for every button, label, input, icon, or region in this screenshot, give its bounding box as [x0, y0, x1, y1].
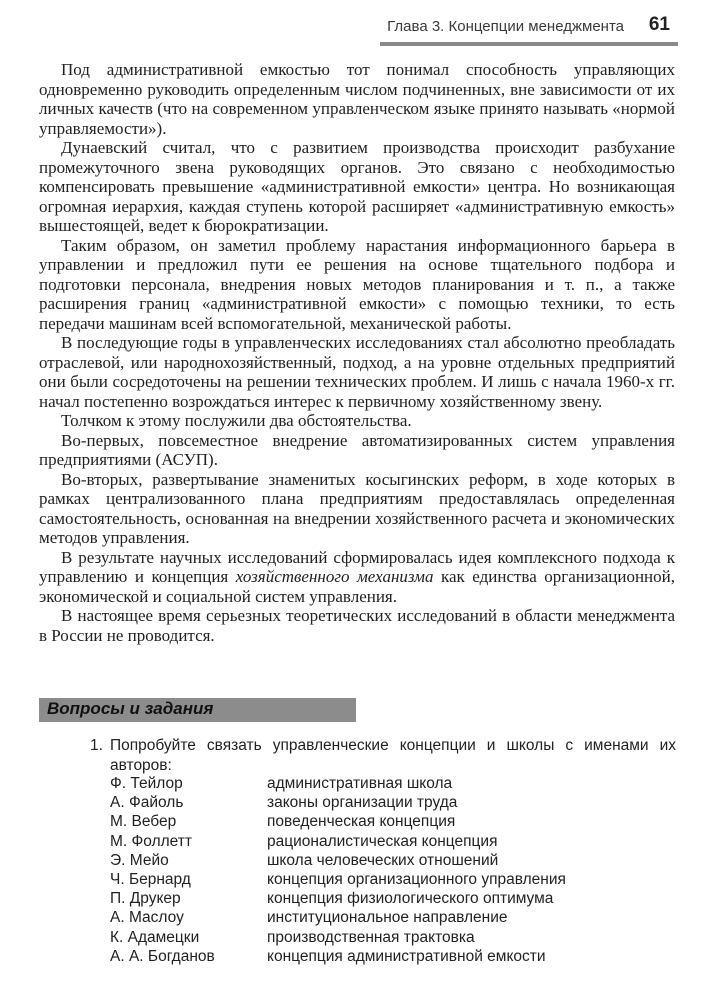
school-name: поведенческая концепция	[267, 813, 456, 831]
author-name: Ч. Бернард	[110, 870, 191, 888]
matching-list	[110, 774, 670, 966]
author-name: М. Вебер	[110, 813, 177, 831]
school-name: институциональное направление	[267, 909, 508, 927]
author-name: Ф. Тейлор	[110, 775, 183, 792]
list-item	[110, 793, 670, 812]
italic-term: хозяйственного механизма	[235, 567, 434, 586]
author-name: Э. Мейо	[110, 851, 169, 869]
paragraph: Во-первых, повсеместное внедрение автоматизированных систем управления предприятиями (АСУП).	[39, 430, 675, 469]
header-rule	[380, 42, 678, 46]
section-heading-bar	[39, 698, 356, 722]
running-header	[380, 12, 678, 40]
task-text: Попробуйте связать управленческие концепции и школы с именами их авторов:	[110, 737, 676, 774]
list-item	[110, 889, 670, 908]
school-name: законы организации труда	[267, 794, 458, 812]
paragraph: В настоящее время серьезных теоретических исследований в области менеджмента в России не проводится.	[39, 606, 675, 645]
paragraph	[39, 548, 675, 607]
list-item	[110, 928, 670, 947]
list-item	[110, 851, 670, 870]
paragraph: Во-вторых, развертывание знаменитых косыгинских реформ, в ходе которых в рамках централизованного плана предприятиям предоставлялась определенная самостоятельность, основанная на внедрении хозяйственного расчета и экономических методов управления.	[39, 469, 675, 547]
paragraph: В последующие годы в управленческих исследованиях стал абсолютно преобладать отраслевой, или народнохозяйственный, подход, а на уровне отдельных предприятий они были сосредоточены на решении технических проблем. И лишь с начала 1960-х гг. начал постепенно возрождаться интерес к первичному хозяйственному звену.	[39, 333, 675, 411]
list-item	[110, 812, 670, 831]
school-name: производственная трактовка	[267, 928, 475, 946]
author-name: П. Друкер	[110, 890, 181, 908]
author-name: К. Адамецки	[110, 928, 200, 946]
paragraph: Таким образом, он заметил проблему нарастания информационного барьера в управлении и предложил пути ее решения на основе тщательного подбора и подготовки персонала, внедрения новых методов планирования и т. п., а также расширения границ «административной емкости» с помощью техники, то есть передачи машинам всей вспомогательной, механической работы.	[39, 235, 675, 333]
paragraph-text: В результате научных исследований сформировалась идея комплексного подхода к управлению и концепция	[39, 547, 675, 586]
author-name: А. Маслоу	[110, 909, 184, 927]
chapter-title: Глава 3. Концепции менеджмента	[387, 18, 624, 35]
paragraph: Дунаевский считал, что с развитием производства происходит разбухание промежуточного звена руководящих органов. Это связано с необходимостью компенсировать превышение «административной емкости» центра. Но возникающая огромная иерархия, каждая ступень которой расширяет «административную емкость» вышестоящей, ведет к бюрократизации.	[39, 138, 675, 235]
task-item	[90, 736, 676, 775]
paragraph: Под административной емкостью тот понимал способность управляющих одновременно руководить определенным числом подчиненных, вне зависимости от их личных качеств (что на современном управленческом языке принято называть «нормой управляемости»).	[39, 60, 675, 138]
school-name: концепция административной емкости	[267, 947, 546, 965]
task-number: 1.	[90, 737, 103, 754]
paragraph-text: как единства организационной, экономической и социальной систем управления.	[39, 567, 676, 606]
list-item	[110, 947, 670, 966]
body-text	[39, 60, 675, 645]
school-name: административная школа	[267, 775, 453, 792]
school-name: школа человеческих отношений	[267, 851, 499, 869]
list-item	[110, 832, 670, 851]
section-heading: Вопросы и задания	[47, 699, 214, 718]
list-item	[110, 908, 670, 927]
school-name: рационалистическая концепция	[267, 832, 498, 850]
school-name: концепция организационного управления	[267, 870, 566, 888]
author-name: М. Фоллетт	[110, 832, 192, 850]
school-name: концепция физиологического оптимума	[267, 890, 554, 908]
paragraph: Толчком к этому послужили два обстоятельства.	[61, 411, 412, 430]
author-name: А. Файоль	[110, 794, 184, 812]
list-item	[110, 870, 670, 889]
author-name: А. А. Богданов	[110, 947, 215, 965]
page-number: 61	[648, 14, 670, 35]
list-item	[110, 774, 670, 793]
